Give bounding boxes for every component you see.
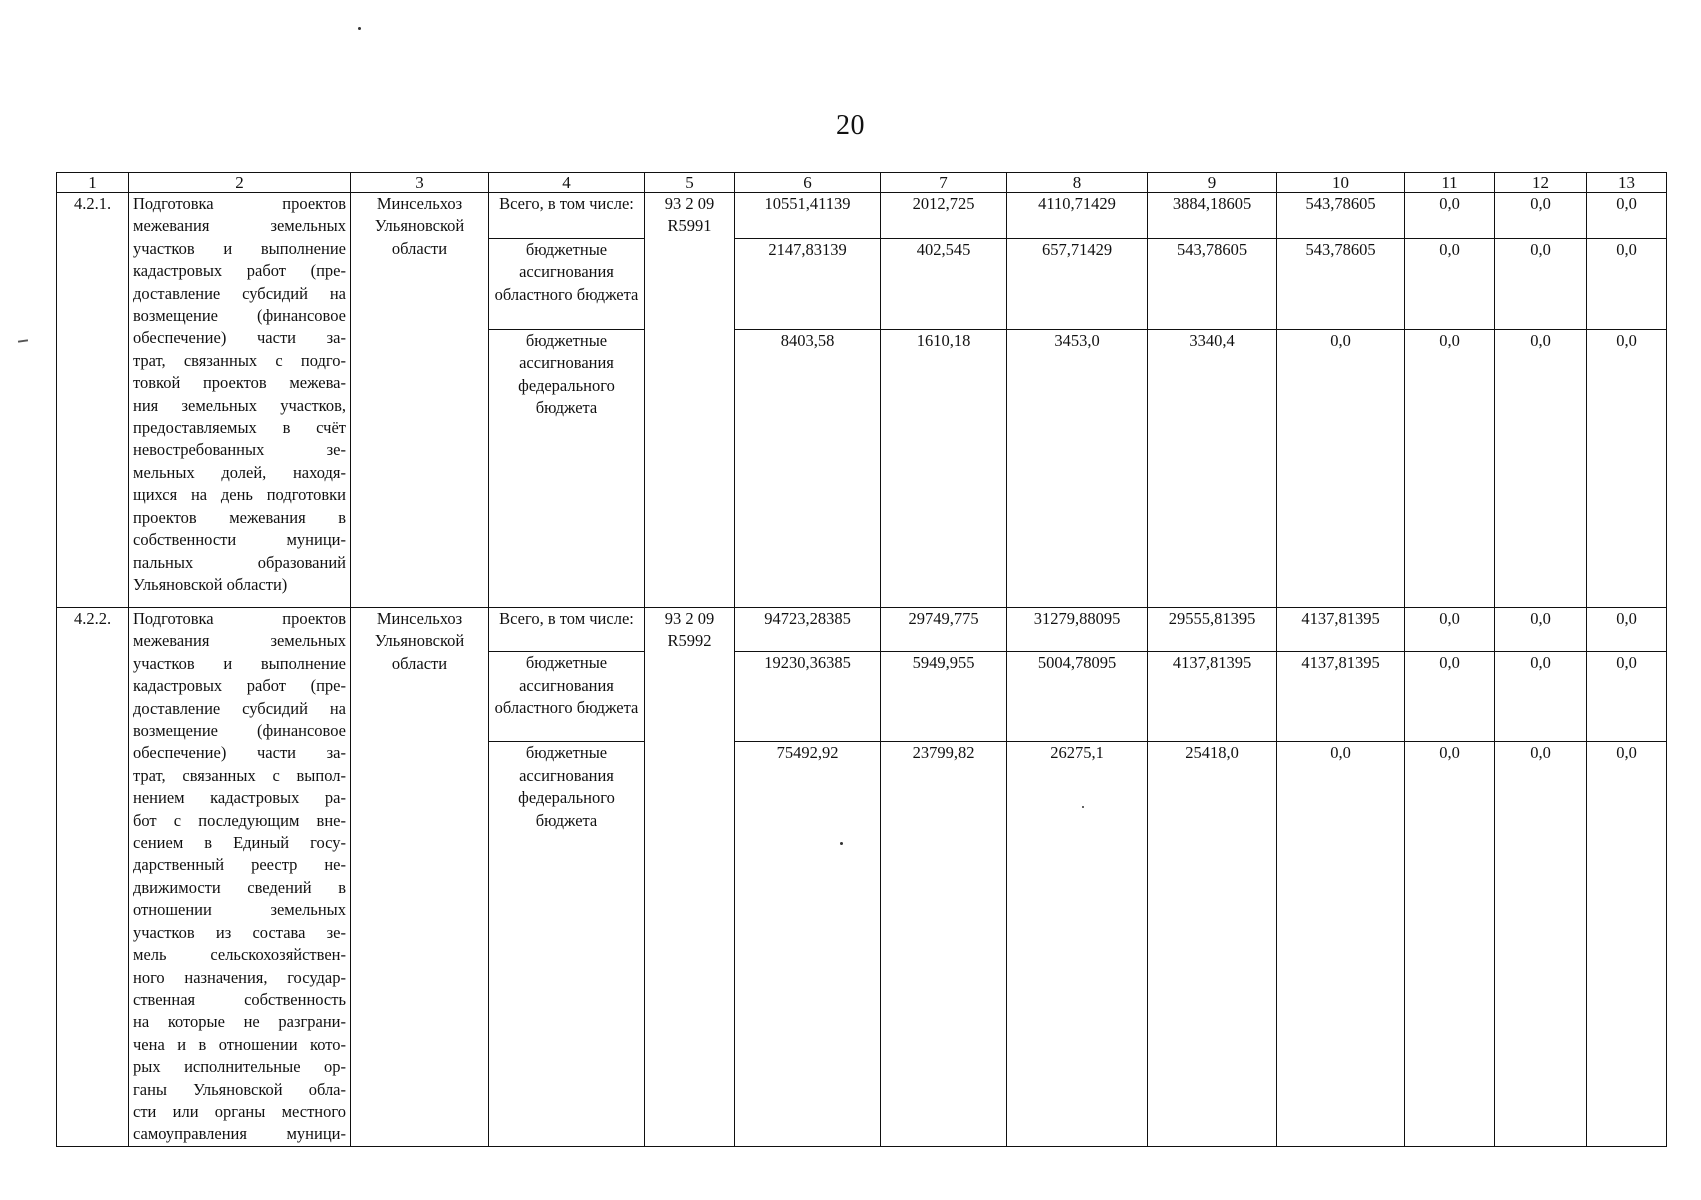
description-line: мель сельскохозяйствен- [133,945,346,965]
description-line: участков и выполнение [133,653,346,673]
responsible-body: Минсельхоз Ульяновской области [351,193,489,608]
amount-cell: 23799,82 [881,742,1007,1146]
description-line: возмещение (финансовое [133,306,346,326]
amount-cell: 4137,81395 [1277,652,1405,742]
amount-cell: 4137,81395 [1148,652,1277,742]
amount-cell: 8403,58 [735,330,881,608]
description-line: межевания земельных [133,216,346,236]
amount-cell: 0,0 [1587,742,1667,1146]
description-line: кадастровых работ (пре- [133,676,346,696]
amount-cell: 0,0 [1495,608,1587,652]
description-line: бот с последующим вне- [133,810,346,830]
amount-cell: 0,0 [1405,330,1495,608]
description-line: самоуправления муници- [133,1124,346,1144]
description-line: невостребованных зе- [133,440,346,460]
column-number: 1 [57,173,129,193]
amount-cell: 402,545 [881,239,1007,330]
amount-cell: 19230,36385 [735,652,881,742]
amount-cell: 543,78605 [1277,193,1405,239]
description-line: трат, связанных с выпол- [133,765,346,785]
amount-cell: 0,0 [1587,330,1667,608]
amount-cell: 4110,71429 [1007,193,1148,239]
amount-cell: 543,78605 [1148,239,1277,330]
amount-cell: 3453,0 [1007,330,1148,608]
amount-cell: 0,0 [1495,742,1587,1146]
funding-source: бюджетные ассигнования федерального бюджета [489,330,645,608]
amount-cell: 0,0 [1495,652,1587,742]
column-number: 9 [1148,173,1277,193]
amount-cell: 0,0 [1495,239,1587,330]
column-number: 13 [1587,173,1667,193]
description-line: дарственный реестр не- [133,855,346,875]
column-number: 11 [1405,173,1495,193]
amount-cell: 75492,92 [735,742,881,1146]
funding-source: бюджетные ассигнования областного бюджета [489,652,645,742]
description-line: щихся на день подготовки [133,485,346,505]
amount-cell: 3884,18605 [1148,193,1277,239]
amount-cell: 0,0 [1405,239,1495,330]
description-line: возмещение (финансовое [133,721,346,741]
amount-cell: 1610,18 [881,330,1007,608]
amount-cell: 543,78605 [1277,239,1405,330]
amount-cell: 0,0 [1405,742,1495,1146]
description-line: рых исполнительные ор- [133,1057,346,1077]
scan-speck [358,27,361,30]
amount-cell: 29555,81395 [1148,608,1277,652]
description-line: участков из состава зе- [133,922,346,942]
amount-cell: 0,0 [1277,742,1405,1146]
page-number: 20 [836,110,865,141]
scan-speck [840,842,843,845]
amount-cell: 29749,775 [881,608,1007,652]
amount-cell: 0,0 [1495,330,1587,608]
description-line: доставление субсидий на [133,283,346,303]
amount-cell: 657,71429 [1007,239,1148,330]
amount-cell: 25418,0 [1148,742,1277,1146]
description-line: межевания земельных [133,631,346,651]
funding-source: бюджетные ассигнования федерального бюджета [489,742,645,1146]
amount-cell: 94723,28385 [735,608,881,652]
description-line: трат, связанных с подго- [133,350,346,370]
column-number: 7 [881,173,1007,193]
description-line: обеспечение) части за- [133,328,346,348]
amount-cell: 0,0 [1587,652,1667,742]
amount-cell: 0,0 [1495,193,1587,239]
amount-cell: 31279,88095 [1007,608,1148,652]
description-line: кадастровых работ (пре- [133,261,346,281]
amount-cell: 0,0 [1587,608,1667,652]
description-line: товкой проектов межева- [133,373,346,393]
funding-source: Всего, в том числе: [489,193,645,239]
column-number: 6 [735,173,881,193]
description-line: проектов межевания в [133,507,346,527]
column-number: 8 [1007,173,1148,193]
amount-cell: 26275,1 [1007,742,1148,1146]
column-number-row [57,173,1667,193]
description-line: мельных долей, находя- [133,462,346,482]
budget-classification-code: 93 2 09 R5991 [645,193,735,608]
description-line: Подготовка проектов [133,609,346,628]
amount-cell: 5949,955 [881,652,1007,742]
responsible-body: Минсельхоз Ульяновской области [351,608,489,1147]
description-line: сением в Единый госу- [133,833,346,853]
column-number: 4 [489,173,645,193]
funding-source: бюджетные ассигнования областного бюджета [489,239,645,330]
column-number: 3 [351,173,489,193]
description-line: на которые не разграни- [133,1012,346,1032]
description-line: движимости сведений в [133,877,346,897]
amount-cell: 0,0 [1587,193,1667,239]
description-line: ного назначения, государ- [133,967,346,987]
description-line: ганы Ульяновской обла- [133,1079,346,1099]
amount-cell: 10551,41139 [735,193,881,239]
description-line: чена и в отношении кото- [133,1034,346,1054]
description-line: доставление субсидий на [133,698,346,718]
column-number: 12 [1495,173,1587,193]
amount-cell: 0,0 [1587,239,1667,330]
description-line: нением кадастровых ра- [133,788,346,808]
scan-margin-mark [18,339,28,342]
amount-cell: 5004,78095 [1007,652,1148,742]
table-row [57,193,1667,239]
budget-table [56,172,1667,1147]
amount-cell: 3340,4 [1148,330,1277,608]
description-line: Ульяновской области) [133,574,288,594]
item-description [129,608,351,1147]
budget-classification-code: 93 2 09 R5992 [645,608,735,1147]
funding-source: Всего, в том числе: [489,608,645,652]
amount-cell: 0,0 [1405,652,1495,742]
description-line: ственная собственность [133,989,346,1009]
item-code: 4.2.2. [57,608,129,1147]
description-line: пальных образований [133,552,346,572]
description-line: участков и выполнение [133,238,346,258]
description-line: отношении земельных [133,900,346,920]
description-line: ния земельных участков, [133,395,346,415]
amount-cell: 0,0 [1277,330,1405,608]
column-number: 2 [129,173,351,193]
column-number: 10 [1277,173,1405,193]
table-row [57,608,1667,652]
description-line: обеспечение) части за- [133,743,346,763]
column-number: 5 [645,173,735,193]
amount-cell: 2012,725 [881,193,1007,239]
scan-speck [1082,806,1084,808]
description-line: собственности муници- [133,530,346,550]
amount-cell: 2147,83139 [735,239,881,330]
amount-cell: 0,0 [1405,193,1495,239]
description-line: предоставляемых в счёт [133,418,346,438]
item-description [129,193,351,608]
amount-cell: 4137,81395 [1277,608,1405,652]
item-code: 4.2.1. [57,193,129,608]
amount-cell: 0,0 [1405,608,1495,652]
description-line: Подготовка проектов [133,194,346,213]
description-line: сти или органы местного [133,1101,346,1121]
